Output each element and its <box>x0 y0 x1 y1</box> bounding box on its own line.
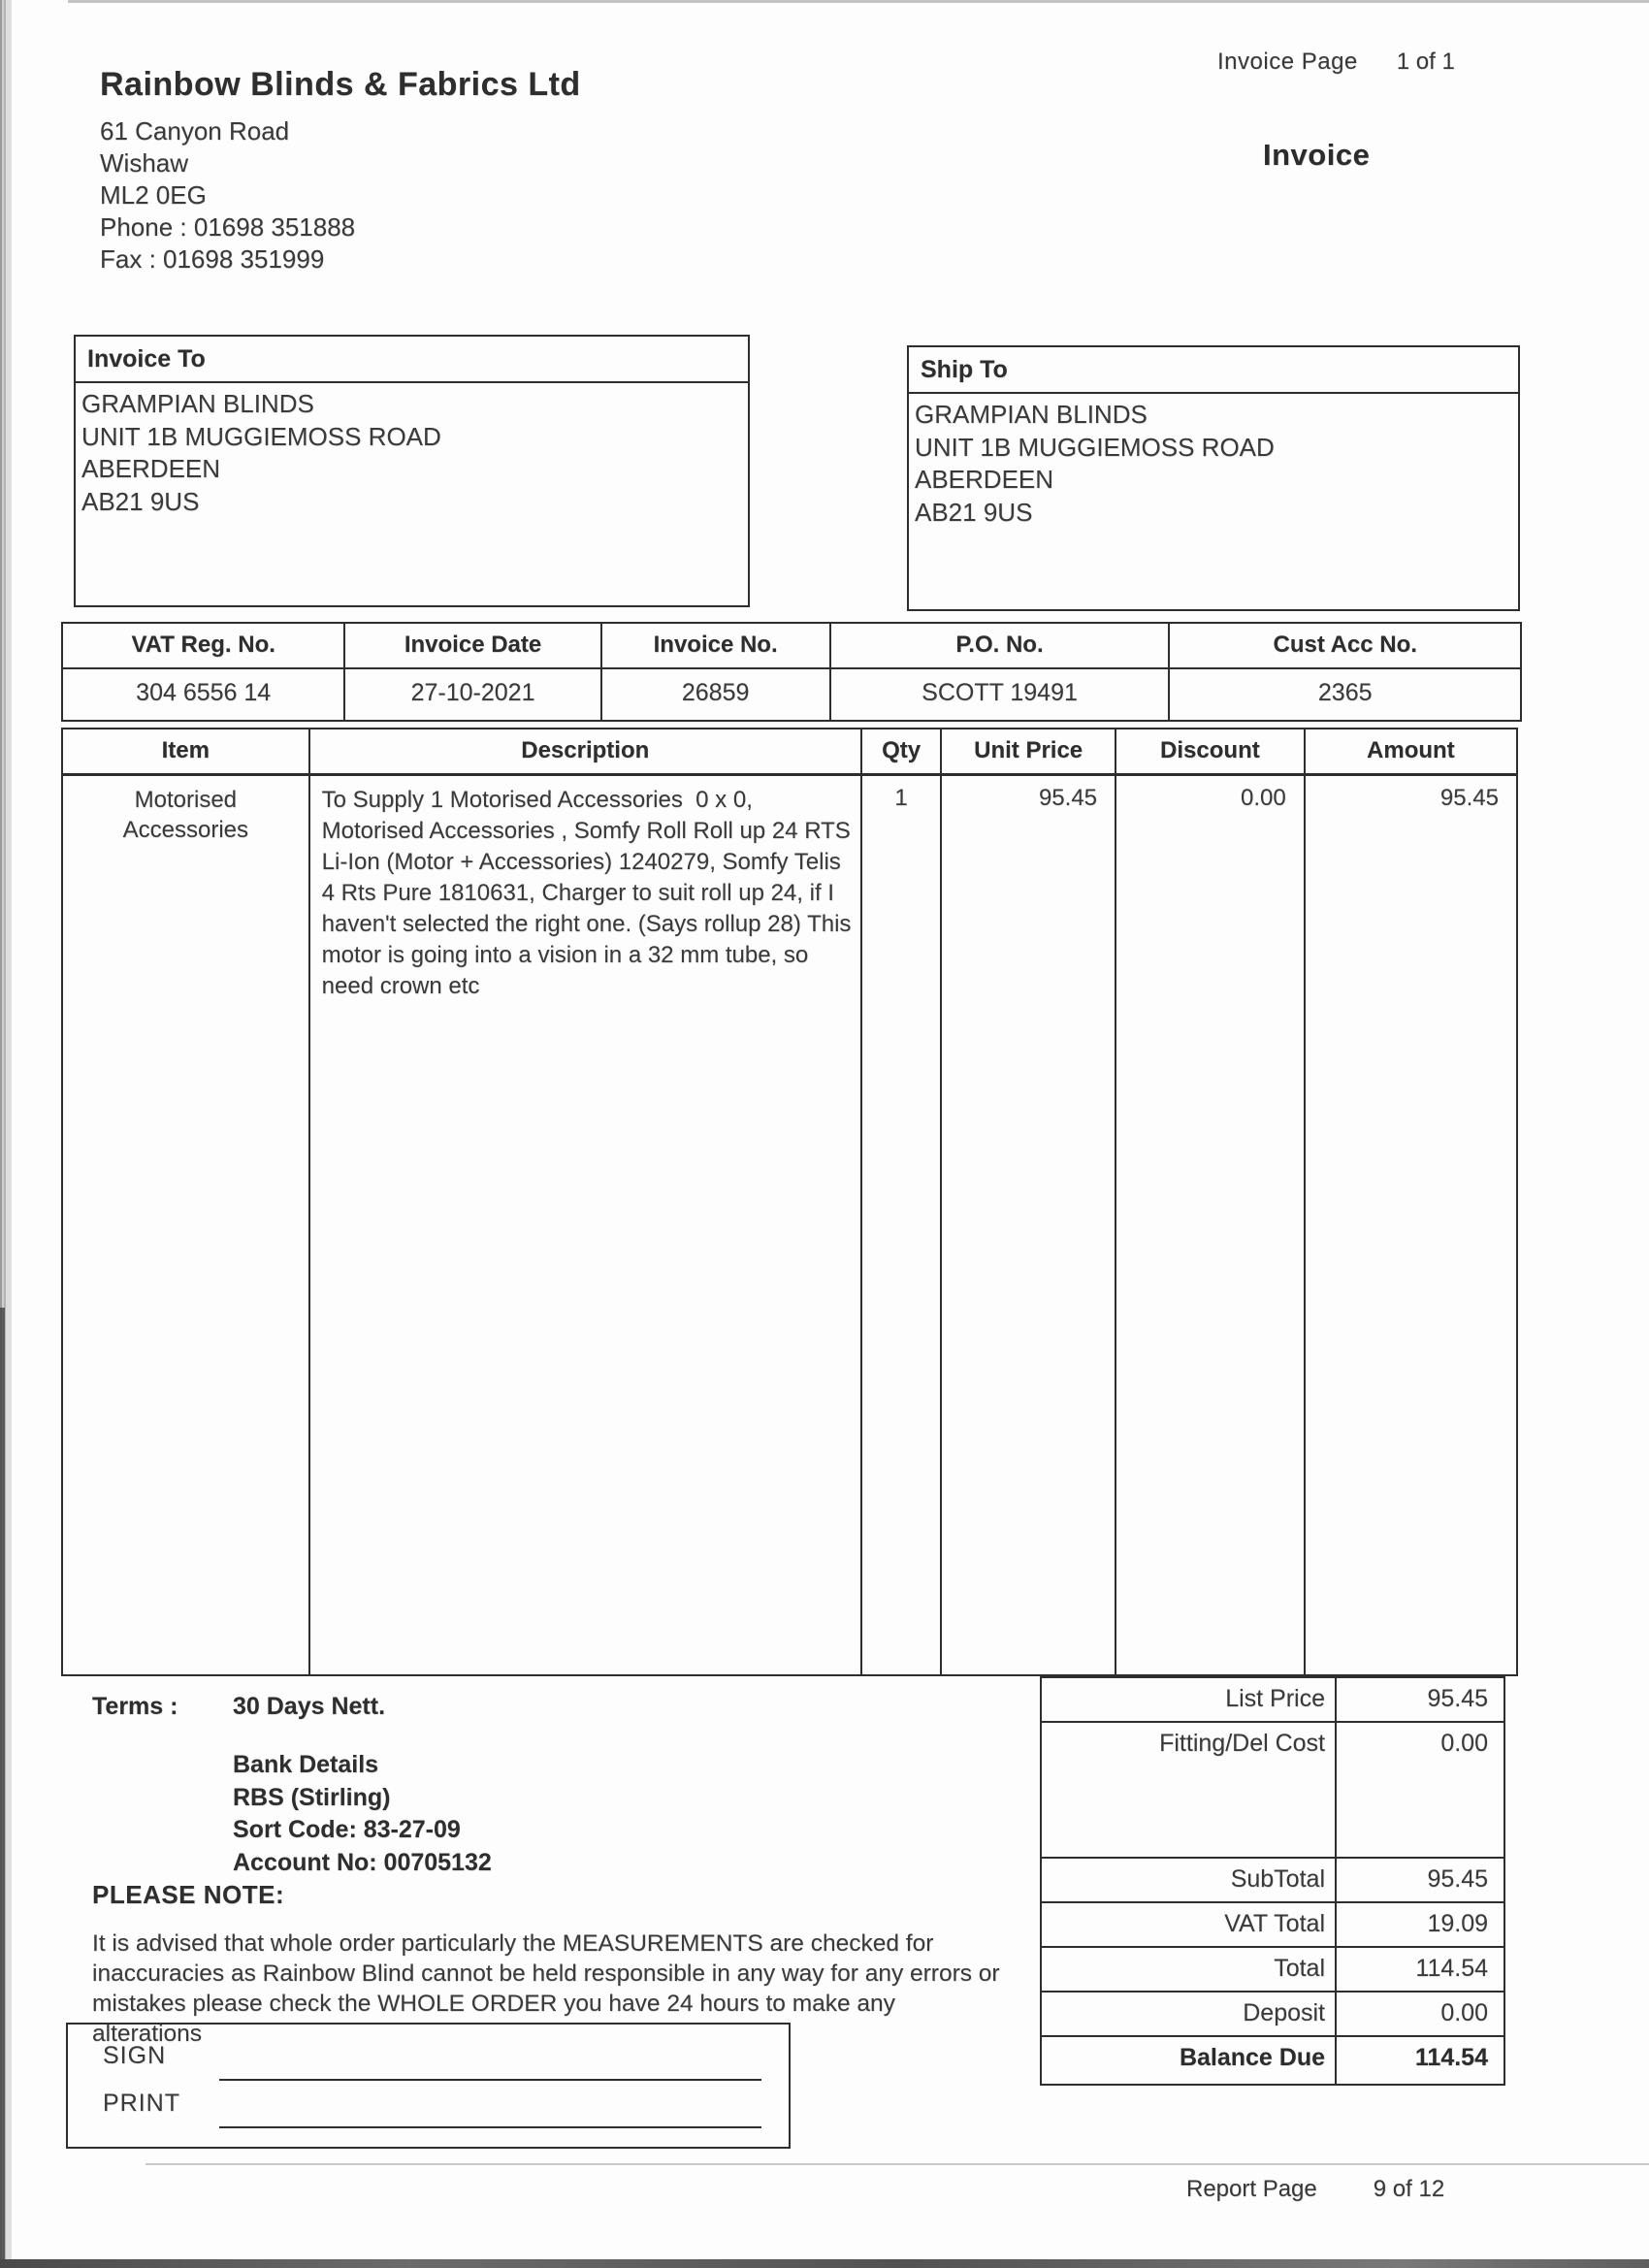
terms-label: Terms : <box>92 1693 178 1720</box>
please-note-body: It is advised that whole order particularly the MEASUREMENTS are checked for inaccuracies as Rainbow Blind cannot be held responsible in any way for any errors or mistakes please check the WHOLE ORDER you have 24 hours to make any alterations <box>92 1930 1000 2047</box>
totals-label: List Price <box>1042 1678 1337 1721</box>
company-name: Rainbow Blinds & Fabrics Ltd <box>100 66 581 103</box>
sign-line <box>219 2079 761 2081</box>
print-label: PRINT <box>103 2090 180 2117</box>
address-line: AB21 9US <box>915 497 1033 527</box>
bank-details-heading: Bank Details <box>233 1751 379 1778</box>
meta-value-invoice-no: 26859 <box>602 669 831 720</box>
meta-value-cust-acc: 2365 <box>1317 679 1373 706</box>
meta-header-cust-acc: Cust Acc No. <box>1170 624 1519 669</box>
address-line: UNIT 1B MUGGIEMOSS ROAD <box>81 421 441 451</box>
item-name: Motorised Accessories <box>122 787 249 843</box>
report-page-indicator <box>1186 2176 1444 2203</box>
items-header-description: Description <box>310 729 862 773</box>
item-discount-cell: 0.00 <box>1116 776 1306 1674</box>
report-page-value: 9 of 12 <box>1373 2176 1445 2202</box>
bank-details <box>233 1749 492 1879</box>
terms-value: 30 Days Nett. <box>233 1693 386 1720</box>
scan-edge-bottom <box>0 2259 1649 2268</box>
invoice-page-value: 1 of 1 <box>1396 49 1455 75</box>
invoice-page-label: Invoice Page <box>1217 49 1358 75</box>
table-row <box>63 776 1516 1674</box>
totals-value: 114.54 <box>1414 2044 1488 2071</box>
bank-account-no: Account No: 00705132 <box>233 1848 492 1876</box>
sign-label: SIGN <box>103 2042 167 2069</box>
meta-header-date: Invoice Date <box>345 624 601 669</box>
invoice-meta-table <box>61 622 1522 722</box>
totals-value: 95.45 <box>1427 1685 1488 1712</box>
terms-row <box>92 1693 385 1721</box>
totals-row-total <box>1040 1946 1505 1993</box>
item-amount-cell: 95.45 <box>1439 785 1499 811</box>
totals-row-balance-due <box>1040 2035 1505 2086</box>
invoice-to-label: Invoice To <box>76 337 748 383</box>
items-header-row <box>63 729 1516 776</box>
totals-value: 0.00 <box>1440 1730 1488 1757</box>
company-address-line: 61 Canyon Road <box>100 116 290 146</box>
ship-to-box <box>907 345 1520 611</box>
address-line: GRAMPIAN BLINDS <box>81 389 314 418</box>
company-header <box>100 66 581 275</box>
invoice-page-indicator <box>1217 49 1455 76</box>
items-header-qty: Qty <box>862 729 942 773</box>
company-address-line: ML2 0EG <box>100 180 207 210</box>
address-line: ABERDEEN <box>915 465 1054 494</box>
scan-edge-left-dark <box>0 1308 5 2260</box>
address-line: AB21 9US <box>81 486 200 516</box>
address-line: UNIT 1B MUGGIEMOSS ROAD <box>915 432 1275 462</box>
company-address <box>100 115 581 275</box>
meta-header-vat: VAT Reg. No. <box>63 624 345 669</box>
meta-header-row <box>63 624 1520 669</box>
items-header-discount: Discount <box>1116 729 1306 773</box>
totals-row-subtotal <box>1040 1857 1505 1903</box>
totals-row-deposit <box>1040 1991 1505 2037</box>
meta-header-po: P.O. No. <box>831 624 1171 669</box>
bank-sort-code: Sort Code: 83-27-09 <box>233 1816 461 1843</box>
meta-header-invoice-no: Invoice No. <box>602 624 831 669</box>
document-title: Invoice <box>1263 138 1371 172</box>
company-fax: Fax : 01698 351999 <box>100 244 325 274</box>
items-header-amount: Amount <box>1367 737 1455 763</box>
line-items-table <box>61 728 1518 1676</box>
totals-value: 0.00 <box>1440 1999 1488 2026</box>
please-note-heading: PLEASE NOTE: <box>92 1880 285 1909</box>
meta-value-po: SCOTT 19491 <box>831 669 1171 720</box>
invoice-to-address <box>76 383 748 518</box>
totals-row-vat-total <box>1040 1901 1505 1948</box>
totals-value: 114.54 <box>1415 1955 1488 1982</box>
address-line: GRAMPIAN BLINDS <box>915 400 1148 429</box>
ship-to-address <box>909 394 1518 529</box>
totals-box <box>1040 1676 1505 2086</box>
company-address-line: Wishaw <box>100 148 189 178</box>
scan-edge-top <box>68 0 1649 3</box>
bank-name: RBS (Stirling) <box>233 1783 391 1811</box>
item-name-cell <box>63 776 310 1674</box>
totals-label: Fitting/Del Cost <box>1042 1723 1337 1857</box>
item-description-cell: To Supply 1 Motorised Accessories 0 x 0, Motorised Accessories , Somfy Roll Roll up 24 RTS Li-Ion (Motor + Accessories) 1240279, Somfy Telis 4 Rts Pure 1810631, Charger to suit roll up 24, if I haven't selected the right one. (Says rollup 28) This motor is going into a vision in a 32 mm tube, so need crown etc <box>310 776 862 1674</box>
item-unit-price-cell: 95.45 <box>942 776 1116 1674</box>
totals-row-fitting-del-cost <box>1040 1721 1505 1859</box>
company-phone: Phone : 01698 351888 <box>100 212 356 242</box>
scan-artifact-line <box>146 2163 1649 2165</box>
totals-value: 19.09 <box>1427 1910 1488 1937</box>
items-header-unit-price: Unit Price <box>942 729 1116 773</box>
meta-value-date: 27-10-2021 <box>345 669 601 720</box>
signature-box <box>66 2023 791 2149</box>
invoice-to-box <box>74 335 750 607</box>
totals-label: VAT Total <box>1042 1903 1337 1946</box>
address-line: ABERDEEN <box>81 454 221 483</box>
report-page-label: Report Page <box>1186 2176 1317 2202</box>
totals-value: 95.45 <box>1427 1865 1488 1893</box>
meta-value-vat: 304 6556 14 <box>63 669 345 720</box>
totals-label: Total <box>1042 1948 1337 1991</box>
totals-label: Balance Due <box>1042 2037 1337 2084</box>
print-line <box>219 2126 761 2128</box>
item-qty-cell: 1 <box>862 776 942 1674</box>
totals-label: Deposit <box>1042 1993 1337 2035</box>
meta-value-row <box>63 669 1520 720</box>
ship-to-label: Ship To <box>909 347 1518 394</box>
items-header-item: Item <box>63 729 310 773</box>
totals-label: SubTotal <box>1042 1859 1337 1901</box>
totals-row-list-price <box>1040 1676 1505 1723</box>
